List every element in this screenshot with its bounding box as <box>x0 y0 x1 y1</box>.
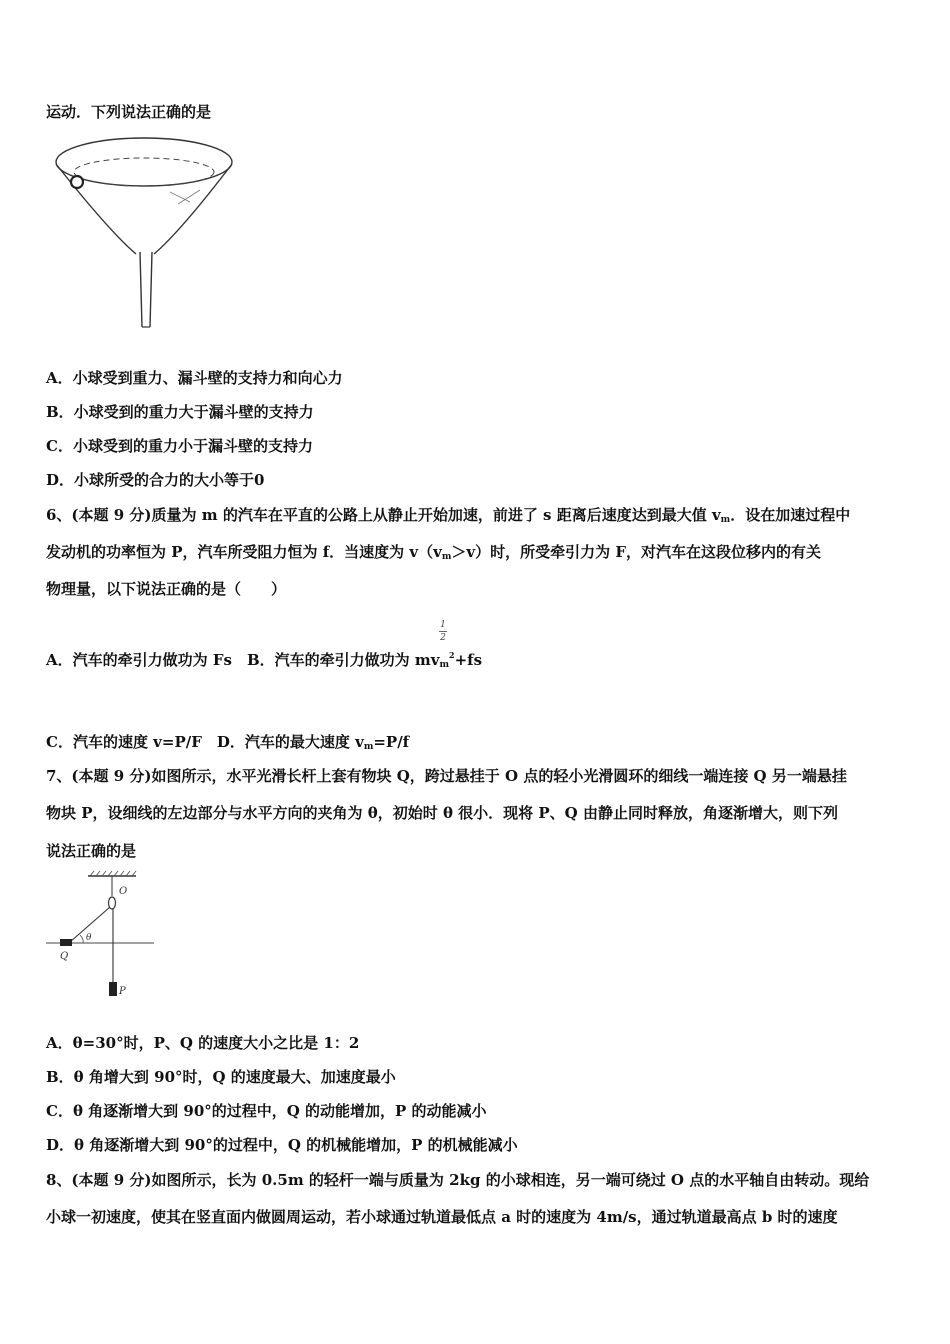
q6-line-1-text: 6、(本题 9 分)质量为 m 的汽车在平直的公路上从静止开始加速，前进了 s 距离后速度达到最大值 v <box>46 506 721 524</box>
q8-line-2: 小球一初速度，使其在竖直面内做圆周运动，若小球通过轨道最低点 a 时的速度为 4m/s，通过轨道最高点 b 时的速度 <box>46 1208 838 1226</box>
q6-line-2-text: 发动机的功率恒为 P，汽车所受阻力恒为 f．当速度为 v（v <box>46 543 442 561</box>
q7-line-3: 说法正确的是 <box>46 842 137 860</box>
funnel-figure <box>50 132 240 332</box>
q5-option-c: C．小球受到的重力小于漏斗壁的支持力 <box>46 437 313 455</box>
q8-line-1: 8、(本题 9 分)如图所示，长为 0.5m 的轻杆一端与质量为 2kg 的小球相连，另一端可绕过 O 点的水平轴自由转动。现给 <box>46 1171 870 1189</box>
q6-line-2-sub: m <box>441 552 452 562</box>
q5-option-b: B．小球受到的重力大于漏斗壁的支持力 <box>46 403 314 421</box>
q6-options-cd <box>46 732 409 757</box>
q6-options-ab-tail: +fs <box>454 651 483 669</box>
q6-line-1-tail: ．设在加速过程中 <box>730 506 851 524</box>
fig-label-p: P <box>119 986 126 997</box>
q6-line-1 <box>46 505 850 530</box>
q6-options-ab-mv: mv <box>409 651 440 669</box>
q6-fraction <box>438 620 448 643</box>
q5-intro: 运动．下列说法正确的是 <box>46 103 212 121</box>
q7-line-2: 物块 P，设细线的左边部分与水平方向的夹角为 θ，初始时 θ 很小．现将 P、Q 由静止同时释放，角逐渐增大，则下列 <box>46 804 838 822</box>
fig-label-theta: θ <box>86 933 92 943</box>
q7-option-b: B．θ 角增大到 90°时，Q 的速度最大、加速度最小 <box>46 1068 396 1086</box>
q5-option-d: D．小球所受的合力的大小等于0 <box>46 471 265 489</box>
q6-options-cd-tail: =P/f <box>373 733 410 751</box>
pulley-figure <box>44 870 159 1000</box>
fig-label-o: O <box>119 886 128 897</box>
q6-options-cd-text: C．汽车的速度 v=P/F D．汽车的最大速度 v <box>46 733 364 751</box>
q6-options-ab-sup: 2 <box>448 650 455 660</box>
q6-options-ab <box>46 645 482 675</box>
q6-options-ab-text: A．汽车的牵引力做功为 Fs B．汽车的牵引力做功为 <box>46 651 410 669</box>
q7-line-1: 7、(本题 9 分)如图所示，水平光滑长杆上套有物块 Q，跨过悬挂于 O 点的轻小光滑圆环的细线一端连接 Q 另一端悬挂 <box>46 767 847 785</box>
q6-line-2 <box>46 542 821 567</box>
q6-fraction-denominator: 2 <box>440 633 446 643</box>
q6-fraction-numerator: 1 <box>440 620 446 630</box>
q7-option-d: D．θ 角逐渐增大到 90°的过程中，Q 的机械能增加，P 的机械能减小 <box>46 1136 518 1154</box>
q5-option-a: A．小球受到重力、漏斗壁的支持力和向心力 <box>46 369 343 387</box>
q6-line-3: 物理量，以下说法正确的是（ ） <box>46 580 287 598</box>
q6-options-cd-sub: m <box>363 742 374 752</box>
q6-line-1-sub: m <box>720 515 731 525</box>
fig-label-q: Q <box>60 951 69 962</box>
q6-line-2-tail: ＞v）时，所受牵引力为 F，对汽车在这段位移内的有关 <box>451 543 821 561</box>
q7-option-c: C．θ 角逐渐增大到 90°的过程中，Q 的动能增加，P 的动能减小 <box>46 1102 487 1120</box>
q7-option-a: A．θ=30°时，P、Q 的速度大小之比是 1：2 <box>46 1034 360 1052</box>
q6-options-ab-sub: m <box>439 660 449 670</box>
